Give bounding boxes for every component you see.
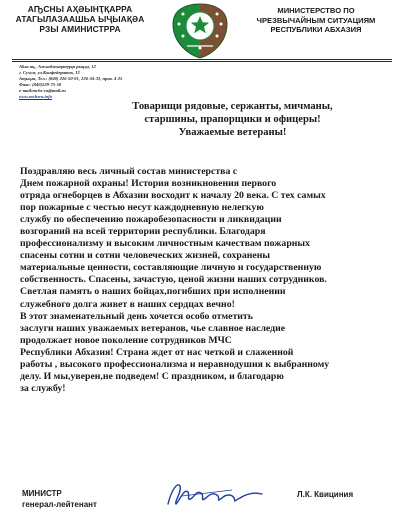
signatory-title-line: МИНИСТР xyxy=(22,489,62,498)
contact-block xyxy=(19,64,179,101)
body-line: профессионализму и высоким личностным качествам пожарных xyxy=(20,238,310,250)
header-divider xyxy=(12,61,392,62)
body-line: Поздравляю весь личный состав министерства с xyxy=(20,166,238,177)
body-line: возгораний на всей территории республики. Благодаря xyxy=(20,226,266,238)
body-line: работы , высокого профессионализма и неравнодушия к выбранному xyxy=(20,358,330,370)
body-line: заслуги наших уважаемых ветеранов, чье славное наследие xyxy=(20,322,286,334)
body-line: отряда огнеборцев в Абхазии восходит к началу 20 века. С тех самых xyxy=(20,190,326,202)
header-left-line: АҦСНЫ АҲӘЫНҬҚАРРА xyxy=(27,4,133,14)
greeting-line: старшины, прапорщики и офицеры! xyxy=(144,114,321,126)
coat-of-arms-icon xyxy=(169,2,231,60)
header-right-org-name xyxy=(236,6,396,35)
header-left-line: РЗЫ АМИНИСТРРА xyxy=(39,24,121,34)
contact-line: Аҭыҳәа, Тел.: (840) 226-50-01, 226-34-33, прав. 4-25 xyxy=(19,76,123,82)
website-link[interactable]: www.mchsra.info xyxy=(19,94,53,100)
body-line: спасены сотни и сотни человеческих жизней, сохранены xyxy=(20,250,271,262)
handwritten-signature xyxy=(162,478,270,512)
header-divider xyxy=(12,59,392,60)
body-line: службу по обеспечению пожаробезопасности и ликвидации xyxy=(20,214,282,226)
body-line: В этот знаменательный день хочется особо отметить xyxy=(20,310,253,322)
body-line: за службу! xyxy=(20,382,66,394)
signatory-title-line: генерал-лейтенант xyxy=(22,500,97,509)
header-right-line: МИНИСТЕРСТВО ПО xyxy=(277,6,355,15)
contact-line: Аҟәа ақ., Ажәабжьҭаҭҷҵа рыцҳа, 12 xyxy=(19,64,96,69)
greeting xyxy=(80,100,385,140)
body-line: пор пожарные с честью несут каждодневную нелегкую xyxy=(20,202,264,214)
body-line: Днем пожарной охраны! История возникновения первого xyxy=(20,178,277,190)
letter-body xyxy=(20,166,395,395)
body-line: Светлая память о наших бойцах,погибших при исполнении xyxy=(20,286,286,298)
contact-line: г. Сухум, ул.Конфедератов, 12 xyxy=(19,70,80,76)
contact-line: Факс: (840)229-75-50 xyxy=(19,82,62,88)
header-right-line: ЧРЕЗВЫЧАЙНЫМ СИТУАЦИЯМ xyxy=(256,15,376,25)
signatory-title xyxy=(22,488,97,510)
greeting-line: Товарищи рядовые, сержанты, мичманы, xyxy=(132,101,333,112)
header-right-line: РЕСПУБЛИКИ АБХАЗИЯ xyxy=(270,25,362,34)
body-line: служебного долга живет в наших сердцах вечно! xyxy=(20,298,235,310)
body-line: делу. И мы,уверен,не подведем! С праздником, и благодарю xyxy=(20,370,284,382)
signatory-name: Л.К. Квициния xyxy=(297,490,354,499)
body-line: собственность. Спасены, зачастую, ценой жизни наших сотрудников. xyxy=(20,274,327,286)
header-left-org-name xyxy=(5,4,155,34)
body-line: материальные ценности, составляющие личную и государственную xyxy=(20,262,322,274)
header-left-line: АТАГЫЛАЗААШЬА ЫҶЫАҚӘА xyxy=(15,14,145,24)
greeting-line: Уважаемые ветераны! xyxy=(178,127,287,139)
body-line: продолжает новое поколение сотрудников МЧС xyxy=(20,334,232,346)
body-line: Республики Абхазия! Страна ждет от нас четкой и слаженной xyxy=(20,346,294,358)
contact-line: e-mail:mchs-ra@mail.ru xyxy=(19,88,66,94)
